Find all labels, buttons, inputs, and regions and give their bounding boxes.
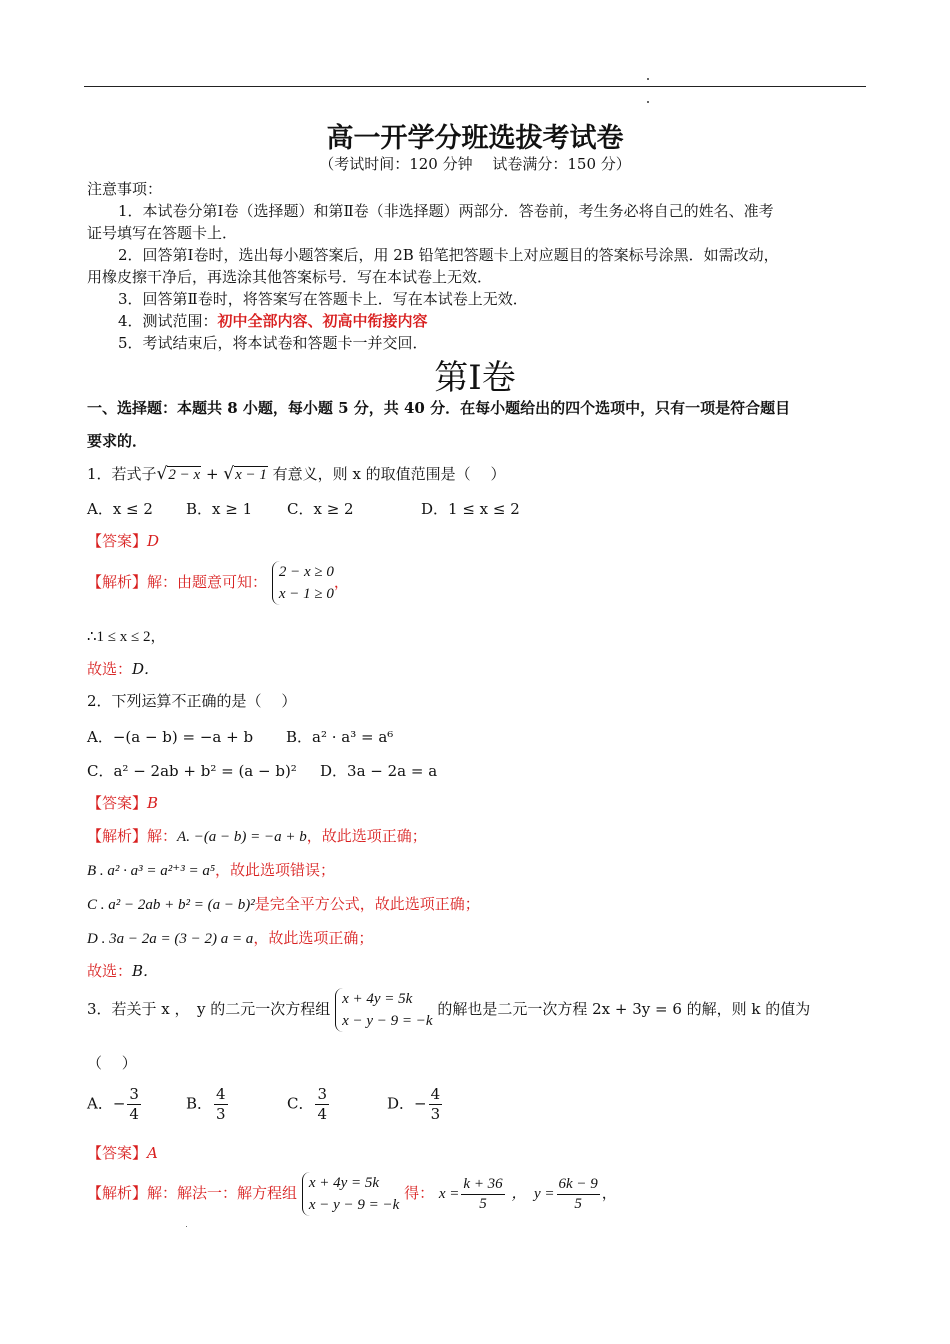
q2-option-c: C．a² − 2ab + b² = (a − b)²: [87, 762, 297, 780]
q3-solution-system: x + 4y = 5k x − y − 9 = −k: [302, 1172, 399, 1216]
q3-paren: （ ）: [87, 1054, 137, 1072]
q2-option-b: B．a² · a³ = a⁶: [286, 728, 394, 746]
q3-option-a: A．− $\frac{3}{4}$: [87, 1085, 139, 1123]
section-instructions-line-2: 要求的．: [87, 432, 148, 450]
q2-explain-c: C . a² − 2ab + b² = (a − b)²是完全平方公式，故此选项正确；: [87, 895, 480, 913]
q2-option-a: A．−(a − b) = −a + b: [87, 728, 254, 746]
q3-option-b: B． $\frac{4}{3}$: [186, 1085, 226, 1123]
q3-analysis: 【解析】解：解法一：解方程组 x + 4y = 5k x − y − 9 = −k 得： x = $\frac{k + 36}{5}$ ， y = $\frac{6k - 9}{5}$ ，: [87, 1172, 617, 1216]
q1-inequality-system: 2 − x ≥ 0 x − 1 ≥ 0: [272, 561, 334, 605]
q1-analysis: 【解析】解：由题意可知： 2 − x ≥ 0 x − 1 ≥ 0 ，: [87, 561, 349, 605]
note-5: 5．考试结束后，将本试卷和答题卡一并交回．: [118, 334, 428, 352]
q1-stem: 1．若式子√2 − x + √x − 1 有意义，则 x 的取值范围是（ ）: [87, 464, 506, 484]
note-3: 3．回答第Ⅱ卷时，将答案写在答题卡上．写在本试卷上无效．: [118, 290, 528, 308]
header-rule: [84, 86, 866, 87]
q2-answer: 【答案】B: [87, 794, 159, 812]
q2-final: 故选：B．: [87, 962, 159, 980]
q1-option-b: B．x ≥ 1: [186, 500, 253, 518]
note-2-line-1: 2．回答第Ⅰ卷时，选出每小题答案后，用 2B 铅笔把答题卡上对应题目的答案标号涂黑．如需改动，: [118, 246, 779, 264]
part-title: 第Ⅰ卷: [434, 358, 516, 398]
test-scope: 初中全部内容、初高中衔接内容: [217, 312, 428, 330]
footer-dot: [186, 1226, 187, 1227]
q1-final: 故选：D．: [87, 660, 160, 678]
exam-title: 高一开学分班选拔考试卷: [326, 123, 624, 154]
q2-option-d: D．3a − 2a = a: [320, 762, 438, 780]
note-4: 4．测试范围：初中全部内容、初高中衔接内容: [118, 312, 428, 330]
note-2-line-2: 用橡皮擦干净后，再选涂其他答案标号．写在本试卷上无效．: [87, 268, 493, 286]
note-1-line-1: 1．本试卷分第Ⅰ卷（选择题）和第Ⅱ卷（非选择题）两部分．答卷前，考生务必将自己的姓名、准考: [118, 202, 774, 220]
q3-answer: 【答案】A: [87, 1144, 158, 1162]
q2-explain-d: D . 3a − 2a = (3 − 2) a = a，故此选项正确；: [87, 929, 374, 947]
q3-stem: 3．若关于 x ， y 的二元一次方程组 x + 4y = 5k x − y − 9 = −k 的解也是二元一次方程 2x + 3y = 6 的解，则 k 的值为: [87, 988, 810, 1032]
q1-therefore: ∴1 ≤ x ≤ 2，: [87, 629, 166, 645]
q1-option-c: C．x ≥ 2: [287, 500, 354, 518]
q3-equation-system: x + 4y = 5k x − y − 9 = −k: [335, 988, 432, 1032]
header-dot: [647, 78, 649, 80]
note-1-line-2: 证号填写在答题卡上．: [87, 224, 238, 242]
exam-subtitle: （考试时间：120 分钟 试卷满分：150 分）: [319, 155, 631, 173]
q1-option-a: A．x ≤ 2: [87, 500, 153, 518]
q3-option-d: D．− $\frac{4}{3}$: [387, 1085, 441, 1123]
q1-answer: 【答案】D: [87, 532, 160, 550]
notes-heading: 注意事项：: [87, 180, 163, 198]
q2-stem: 2．下列运算不正确的是（ ）: [87, 692, 297, 710]
q2-explain-a: 【解析】解：A. −(a − b) = −a + b，故此选项正确；: [87, 827, 427, 845]
header-dot: [647, 101, 649, 103]
section-instructions-line-1: 一、选择题：本题共 8 小题，每小题 5 分，共 40 分．在每小题给出的四个选项中，只有一项是符合题目: [87, 399, 791, 417]
q3-option-c: C． $\frac{3}{4}$: [287, 1085, 328, 1123]
q1-option-d: D．1 ≤ x ≤ 2: [421, 500, 520, 518]
q2-explain-b: B . a² · a³ = a²⁺³ = a⁵，故此选项错误；: [87, 861, 336, 879]
